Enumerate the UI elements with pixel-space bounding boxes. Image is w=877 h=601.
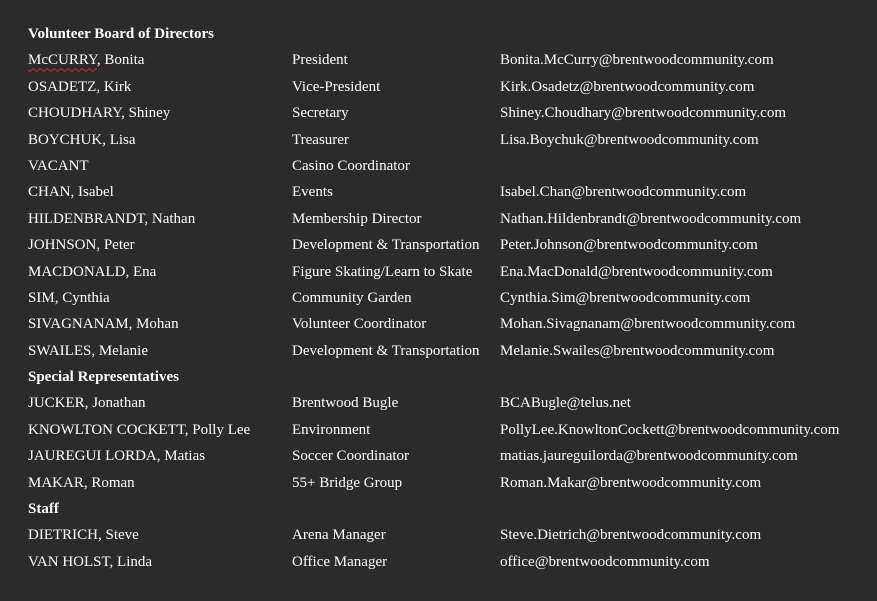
member-role: Vice-President	[292, 78, 381, 95]
section-title-staff	[28, 499, 877, 525]
table-row	[28, 525, 877, 551]
member-role: Casino Coordinator	[292, 157, 410, 174]
member-name	[28, 446, 292, 466]
member-role: Arena Manager	[292, 527, 386, 544]
member-role: Development & Transportation	[292, 237, 480, 254]
given-name: , Jonathan	[84, 395, 146, 412]
member-role: Environment	[292, 421, 371, 438]
table-row	[28, 288, 877, 314]
member-email[interactable]: Melanie.Swailes@brentwoodcommunity.com	[500, 342, 775, 359]
given-name: , Ena	[125, 263, 157, 280]
surname: HILDENBRANDT	[28, 210, 145, 227]
member-email[interactable]: matias.jaureguilorda@brentwoodcommunity.com	[500, 448, 798, 465]
member-role: Soccer Coordinator	[292, 448, 410, 465]
table-row	[28, 50, 877, 76]
member-name	[28, 314, 292, 334]
member-email[interactable]: BCABugle@telus.net	[500, 395, 631, 412]
member-name	[28, 525, 292, 545]
given-name: , Cynthia	[54, 289, 110, 306]
surname: SWAILES	[28, 342, 92, 359]
table-row	[28, 473, 877, 499]
member-role: Development & Transportation	[292, 342, 480, 359]
member-email[interactable]: Bonita.McCurry@brentwoodcommunity.com	[500, 52, 774, 69]
surname: BOYCHUK	[28, 131, 103, 148]
surname: CHAN	[28, 184, 71, 201]
table-row	[28, 552, 877, 578]
surname: KNOWLTON COCKETT	[28, 421, 185, 438]
table-row	[28, 77, 877, 103]
surname: OSADETZ	[28, 78, 97, 95]
surname: MAKAR	[28, 474, 84, 491]
table-row	[28, 156, 877, 182]
member-role: Brentwood Bugle	[292, 395, 399, 412]
member-role: 55+ Bridge Group	[292, 474, 403, 491]
member-email[interactable]: Lisa.Boychuk@brentwoodcommunity.com	[500, 131, 759, 148]
table-row	[28, 262, 877, 288]
table-row	[28, 446, 877, 472]
section-title-board	[28, 24, 877, 50]
surname: VACANT	[28, 157, 89, 174]
member-email[interactable]: Mohan.Sivagnanam@brentwoodcommunity.com	[500, 316, 796, 333]
surname: SIVAGNANAM	[28, 316, 129, 333]
given-name: , Mohan	[128, 316, 179, 333]
member-role: Secretary	[292, 105, 349, 122]
member-role: Community Garden	[292, 289, 412, 306]
given-name: , Linda	[109, 553, 153, 570]
member-name	[28, 341, 292, 361]
member-name	[28, 262, 292, 282]
member-name	[28, 393, 292, 413]
given-name: , Nathan	[144, 210, 196, 227]
member-name	[28, 420, 292, 440]
member-email[interactable]: office@brentwoodcommunity.com	[500, 553, 710, 570]
surname: SIM	[28, 289, 55, 306]
table-row	[28, 103, 877, 129]
member-role: Events	[292, 184, 333, 201]
section-title-special-representatives	[28, 367, 877, 393]
member-email[interactable]: PollyLee.KnowltonCockett@brentwoodcommunity.com	[500, 421, 840, 438]
surname: JOHNSON	[28, 237, 97, 254]
member-name	[28, 50, 292, 70]
member-name	[28, 130, 292, 150]
given-name: , Matias	[156, 448, 206, 465]
member-email[interactable]: Peter.Johnson@brentwoodcommunity.com	[500, 237, 758, 254]
section-heading: Staff	[28, 501, 59, 518]
member-role: Office Manager	[292, 553, 388, 570]
given-name: , Lisa	[102, 131, 136, 148]
member-role: Treasurer	[292, 131, 349, 148]
given-name: , Peter	[96, 237, 135, 254]
table-row	[28, 209, 877, 235]
spellcheck-flagged-word[interactable]: McCURRY	[28, 52, 97, 69]
table-row	[28, 235, 877, 261]
surname: VAN HOLST	[28, 553, 110, 570]
given-name: , Isabel	[70, 184, 114, 201]
given-name: , Polly Lee	[184, 421, 251, 438]
member-email[interactable]: Roman.Makar@brentwoodcommunity.com	[500, 474, 762, 491]
member-role: Volunteer Coordinator	[292, 316, 427, 333]
member-name	[28, 473, 292, 493]
member-email[interactable]: Kirk.Osadetz@brentwoodcommunity.com	[500, 78, 755, 95]
member-name	[28, 552, 292, 572]
given-name: , Bonita	[96, 52, 145, 69]
surname: JUCKER	[28, 395, 85, 412]
member-role: Membership Director	[292, 210, 422, 227]
member-name	[28, 77, 292, 97]
section-heading: Volunteer Board of Directors	[28, 26, 214, 42]
table-row	[28, 314, 877, 340]
given-name: , Melanie	[91, 342, 148, 359]
member-role: President	[292, 52, 348, 69]
table-row	[28, 341, 877, 367]
table-row	[28, 130, 877, 156]
member-name	[28, 182, 292, 202]
surname: DIETRICH	[28, 527, 98, 544]
given-name: , Kirk	[96, 78, 132, 95]
surname: MACDONALD	[28, 263, 126, 280]
surname: CHOUDHARY	[28, 105, 122, 122]
member-name	[28, 209, 292, 229]
given-name: , Shiney	[121, 105, 171, 122]
member-email[interactable]: Ena.MacDonald@brentwoodcommunity.com	[500, 263, 773, 280]
surname: JAUREGUI LORDA	[28, 448, 157, 465]
member-name	[28, 103, 292, 123]
member-email[interactable]: Steve.Dietrich@brentwoodcommunity.com	[500, 527, 762, 544]
member-role: Figure Skating/Learn to Skate	[292, 263, 473, 280]
member-name	[28, 156, 292, 176]
given-name: , Roman	[83, 474, 135, 491]
member-email[interactable]: Nathan.Hildenbrandt@brentwoodcommunity.com	[500, 210, 802, 227]
given-name: , Steve	[98, 527, 139, 544]
member-name	[28, 235, 292, 255]
member-name	[28, 288, 292, 308]
table-row	[28, 393, 877, 419]
member-email[interactable]: Cynthia.Sim@brentwoodcommunity.com	[500, 289, 751, 306]
member-email[interactable]: Shiney.Choudhary@brentwoodcommunity.com	[500, 105, 786, 122]
table-row	[28, 182, 877, 208]
member-email[interactable]: Isabel.Chan@brentwoodcommunity.com	[500, 184, 747, 201]
table-row	[28, 420, 877, 446]
section-heading: Special Representatives	[28, 369, 179, 386]
